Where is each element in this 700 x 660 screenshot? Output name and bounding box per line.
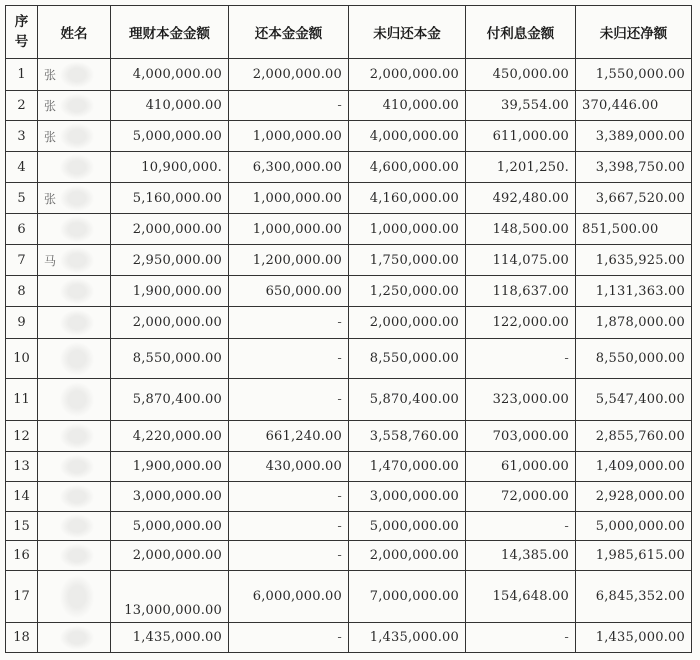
- row-principal: 2,000,000.00: [111, 214, 229, 245]
- header-row: [6, 6, 692, 59]
- table-row: [6, 452, 692, 482]
- redaction-blur: [60, 216, 94, 242]
- row-interest-paid: 39,554.00: [466, 91, 576, 121]
- row-principal: 1,900,000.00: [111, 276, 229, 307]
- row-name: [38, 379, 111, 421]
- redaction-blur: [60, 278, 94, 304]
- table-row: [6, 121, 692, 152]
- row-principal: 2,950,000.00: [111, 245, 229, 276]
- redaction-blur: [60, 93, 94, 118]
- table-row: [6, 623, 692, 653]
- row-seq: 1: [6, 59, 38, 91]
- table-row: [6, 307, 692, 339]
- header-net-outstanding: 未归还净额: [576, 6, 692, 59]
- row-outstanding: 8,550,000.00: [349, 339, 466, 379]
- redaction-blur: [60, 154, 94, 180]
- row-net-outstanding: 3,667,520.00: [576, 183, 692, 214]
- row-net-outstanding: 6,845,352.00: [576, 571, 692, 623]
- row-net-outstanding: 1,878,000.00: [576, 307, 692, 339]
- row-principal: 1,435,000.00: [111, 623, 229, 653]
- row-interest-paid: -: [466, 339, 576, 379]
- row-principal: 3,000,000.00: [111, 482, 229, 512]
- table-row: [6, 183, 692, 214]
- redaction-blur: [60, 625, 94, 650]
- row-repaid: 6,000,000.00: [229, 571, 349, 623]
- row-seq: 7: [6, 245, 38, 276]
- row-repaid: -: [229, 379, 349, 421]
- row-name: [38, 421, 111, 452]
- redaction-blur: [60, 61, 94, 87]
- row-net-outstanding: 370,446.00: [576, 91, 692, 121]
- row-outstanding: 4,160,000.00: [349, 183, 466, 214]
- row-seq: 8: [6, 276, 38, 307]
- table-row: [6, 541, 692, 571]
- name-first-char: 张: [44, 68, 57, 82]
- row-principal: 2,000,000.00: [111, 307, 229, 339]
- row-net-outstanding: 1,131,363.00: [576, 276, 692, 307]
- row-seq: 12: [6, 421, 38, 452]
- row-net-outstanding: 1,409,000.00: [576, 452, 692, 482]
- row-seq: 15: [6, 512, 38, 541]
- row-interest-paid: -: [466, 623, 576, 653]
- table-row: [6, 379, 692, 421]
- header-principal: 理财本金金额: [111, 6, 229, 59]
- row-outstanding: 2,000,000.00: [349, 59, 466, 91]
- row-interest-paid: -: [466, 512, 576, 541]
- row-name: [38, 571, 111, 623]
- row-interest-paid: 122,000.00: [466, 307, 576, 339]
- row-outstanding: 4,600,000.00: [349, 152, 466, 183]
- redaction-blur: [60, 484, 94, 509]
- row-repaid: 650,000.00: [229, 276, 349, 307]
- row-interest-paid: 14,385.00: [466, 541, 576, 571]
- row-interest-paid: 61,000.00: [466, 452, 576, 482]
- row-net-outstanding: 5,547,400.00: [576, 379, 692, 421]
- row-principal: 1,900,000.00: [111, 452, 229, 482]
- table-row: [6, 91, 692, 121]
- table-row: [6, 245, 692, 276]
- redaction-blur: [60, 575, 94, 618]
- row-net-outstanding: 8,550,000.00: [576, 339, 692, 379]
- row-outstanding: 2,000,000.00: [349, 541, 466, 571]
- row-name: [38, 339, 111, 379]
- row-net-outstanding: 3,389,000.00: [576, 121, 692, 152]
- row-interest-paid: 114,075.00: [466, 245, 576, 276]
- row-repaid: 430,000.00: [229, 452, 349, 482]
- name-first-char: 张: [44, 129, 57, 144]
- row-seq: 14: [6, 482, 38, 512]
- row-principal: 13,000,000.00: [111, 571, 229, 623]
- row-name: [38, 623, 111, 653]
- redaction-blur: [60, 185, 94, 211]
- row-net-outstanding: 5,000,000.00: [576, 512, 692, 541]
- row-seq: 16: [6, 541, 38, 571]
- row-principal: 5,160,000.00: [111, 183, 229, 214]
- row-seq: 5: [6, 183, 38, 214]
- row-interest-paid: 323,000.00: [466, 379, 576, 421]
- row-seq: 17: [6, 571, 38, 623]
- row-repaid: 1,000,000.00: [229, 214, 349, 245]
- table-row: [6, 152, 692, 183]
- redaction-blur: [60, 382, 94, 417]
- name-first-char: 张: [44, 99, 57, 113]
- row-interest-paid: 154,648.00: [466, 571, 576, 623]
- row-repaid: -: [229, 512, 349, 541]
- row-net-outstanding: 2,855,760.00: [576, 421, 692, 452]
- row-principal: 2,000,000.00: [111, 541, 229, 571]
- row-principal: 10,900,000.: [111, 152, 229, 183]
- row-seq: 4: [6, 152, 38, 183]
- redaction-blur: [60, 247, 94, 273]
- row-name: [38, 59, 111, 91]
- row-outstanding: 5,000,000.00: [349, 512, 466, 541]
- header-repaid: 还本金金额: [229, 6, 349, 59]
- row-outstanding: 1,000,000.00: [349, 214, 466, 245]
- row-interest-paid: 118,637.00: [466, 276, 576, 307]
- table-row: [6, 214, 692, 245]
- row-name: [38, 452, 111, 482]
- row-outstanding: 410,000.00: [349, 91, 466, 121]
- header-outstanding: 未归还本金: [349, 6, 466, 59]
- table-row: [6, 339, 692, 379]
- row-net-outstanding: 3,398,750.00: [576, 152, 692, 183]
- row-outstanding: 1,250,000.00: [349, 276, 466, 307]
- header-name: 姓名: [38, 6, 111, 59]
- row-repaid: -: [229, 307, 349, 339]
- row-name: [38, 541, 111, 571]
- row-outstanding: 1,470,000.00: [349, 452, 466, 482]
- row-seq: 10: [6, 339, 38, 379]
- row-name: [38, 276, 111, 307]
- row-net-outstanding: 1,435,000.00: [576, 623, 692, 653]
- row-repaid: -: [229, 91, 349, 121]
- row-interest-paid: 611,000.00: [466, 121, 576, 152]
- row-outstanding: 1,750,000.00: [349, 245, 466, 276]
- table-row: [6, 482, 692, 512]
- row-net-outstanding: 1,550,000.00: [576, 59, 692, 91]
- row-principal: 4,000,000.00: [111, 59, 229, 91]
- redaction-blur: [60, 309, 94, 335]
- row-repaid: -: [229, 339, 349, 379]
- table-row: [6, 276, 692, 307]
- row-net-outstanding: 851,500.00: [576, 214, 692, 245]
- row-seq: 3: [6, 121, 38, 152]
- row-repaid: 1,000,000.00: [229, 183, 349, 214]
- row-name: [38, 183, 111, 214]
- row-seq: 13: [6, 452, 38, 482]
- row-interest-paid: 703,000.00: [466, 421, 576, 452]
- name-first-char: 马: [44, 253, 57, 268]
- row-name: [38, 512, 111, 541]
- redaction-blur: [60, 514, 94, 538]
- redaction-blur: [60, 543, 94, 568]
- row-repaid: -: [229, 541, 349, 571]
- row-repaid: -: [229, 623, 349, 653]
- header-seq: 序 号: [6, 6, 38, 59]
- row-name: [38, 482, 111, 512]
- row-seq: 18: [6, 623, 38, 653]
- row-interest-paid: 1,201,250.: [466, 152, 576, 183]
- redaction-blur: [60, 423, 94, 449]
- row-principal: 5,000,000.00: [111, 121, 229, 152]
- header-interest-paid: 付利息金额: [466, 6, 576, 59]
- row-outstanding: 3,000,000.00: [349, 482, 466, 512]
- row-outstanding: 1,435,000.00: [349, 623, 466, 653]
- row-principal: 4,220,000.00: [111, 421, 229, 452]
- row-name: [38, 307, 111, 339]
- row-net-outstanding: 2,928,000.00: [576, 482, 692, 512]
- redaction-blur: [60, 454, 94, 479]
- row-outstanding: 2,000,000.00: [349, 307, 466, 339]
- row-repaid: 6,300,000.00: [229, 152, 349, 183]
- row-repaid: 661,240.00: [229, 421, 349, 452]
- row-name: [38, 121, 111, 152]
- row-interest-paid: 450,000.00: [466, 59, 576, 91]
- row-principal: 5,870,400.00: [111, 379, 229, 421]
- row-name: [38, 152, 111, 183]
- name-first-char: 张: [44, 191, 57, 206]
- row-principal: 8,550,000.00: [111, 339, 229, 379]
- table-row: [6, 512, 692, 541]
- row-net-outstanding: 1,635,925.00: [576, 245, 692, 276]
- row-name: [38, 214, 111, 245]
- row-name: [38, 245, 111, 276]
- row-interest-paid: 72,000.00: [466, 482, 576, 512]
- row-repaid: -: [229, 482, 349, 512]
- repayment-table: [5, 5, 692, 653]
- row-repaid: 2,000,000.00: [229, 59, 349, 91]
- table-row: [6, 421, 692, 452]
- row-principal: 5,000,000.00: [111, 512, 229, 541]
- row-outstanding: 7,000,000.00: [349, 571, 466, 623]
- row-name: [38, 91, 111, 121]
- row-repaid: 1,200,000.00: [229, 245, 349, 276]
- redaction-blur: [60, 123, 94, 149]
- table-row: [6, 571, 692, 623]
- row-seq: 9: [6, 307, 38, 339]
- row-seq: 2: [6, 91, 38, 121]
- row-outstanding: 4,000,000.00: [349, 121, 466, 152]
- row-interest-paid: 492,480.00: [466, 183, 576, 214]
- row-interest-paid: 148,500.00: [466, 214, 576, 245]
- table-row: [6, 59, 692, 91]
- row-net-outstanding: 1,985,615.00: [576, 541, 692, 571]
- row-outstanding: 3,558,760.00: [349, 421, 466, 452]
- row-repaid: 1,000,000.00: [229, 121, 349, 152]
- row-seq: 6: [6, 214, 38, 245]
- row-seq: 11: [6, 379, 38, 421]
- row-principal: 410,000.00: [111, 91, 229, 121]
- redaction-blur: [60, 342, 94, 375]
- row-outstanding: 5,870,400.00: [349, 379, 466, 421]
